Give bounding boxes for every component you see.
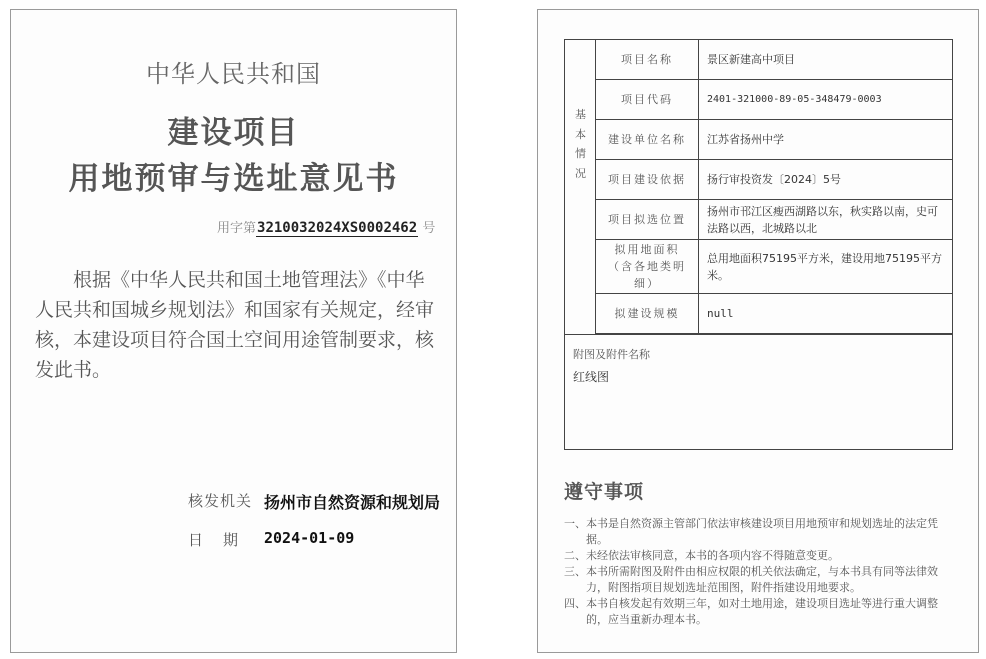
document-title-line2: 用地预审与选址意见书: [68, 161, 399, 197]
date-label: 日期: [188, 531, 259, 549]
list-item: 四、本书自核发起有效期三年，如对土地用途，建设项目选址等进行重大调整的，应当重新办理本书。: [564, 597, 938, 626]
notes-title: 遵守事项: [564, 481, 645, 503]
notes-list: [564, 516, 959, 628]
row-label: 项目建设依据: [596, 160, 699, 199]
country-name: 中华人民共和国: [146, 60, 321, 88]
table-row: [596, 200, 952, 240]
list-item: 三、本书所需附图及附件由相应权限的机关依法确定，与本书具有同等法律效力，附图指项目规划选址范围图，附件指建设用地要求。: [564, 565, 938, 594]
row-value: 2401-321000-89-05-348479-0003: [707, 94, 882, 105]
row-value: 扬州市邗江区瘦西湖路以东，秋实路以南，史可法路以西，北城路以北: [707, 204, 938, 235]
issuer-label: 核发机关: [188, 492, 253, 510]
row-value: 景区新建高中项目: [707, 53, 795, 66]
row-label: 拟用地面积（含各地类明细）: [596, 240, 699, 293]
side-char: 基本情况: [575, 108, 586, 180]
list-item: 一、本书是自然资源主管部门依法审核建设项目用地预审和规划选址的法定凭据。: [564, 517, 938, 546]
attachments-label: 附图及附件名称: [573, 348, 650, 361]
row-label: 建设单位名称: [596, 120, 699, 159]
row-value: 江苏省扬州中学: [707, 133, 784, 146]
row-value: 扬行审投资发〔2024〕5号: [707, 173, 841, 186]
row-label: 项目拟选位置: [596, 200, 699, 239]
list-item: 二、未经依法审核同意，本书的各项内容不得随意变更。: [564, 549, 839, 562]
certificate-number: 3210032024XS0002462: [257, 220, 418, 236]
basic-info-side-column: [565, 40, 596, 334]
certificate-body-text: 根据《中华人民共和国土地管理法》《中华人民共和国城乡规划法》和国家有关规定，经审核，本建设项目符合国土空间用途管制要求，核发此书。: [35, 269, 435, 381]
date-value: 2024-01-09: [264, 529, 355, 547]
row-label: 项目名称: [596, 40, 699, 79]
attachments-divider: [565, 334, 952, 335]
row-value: 总用地面积75195平方米，建设用地75195平方米。: [707, 251, 942, 282]
right-details-page: [537, 9, 979, 653]
table-row: [596, 240, 952, 294]
table-row: [596, 160, 952, 200]
certificate-number-line: [217, 217, 435, 236]
table-row: [596, 120, 952, 160]
row-label: 项目代码: [596, 80, 699, 119]
row-value: null: [707, 307, 734, 320]
table-row: [596, 80, 952, 120]
table-row: [596, 294, 952, 334]
cert-prefix: 用字第: [217, 221, 257, 236]
table-row: [596, 40, 952, 80]
left-certificate-page: [10, 9, 457, 653]
issuer-value: 扬州市自然资源和规划局: [264, 493, 441, 512]
cert-suffix: 号: [422, 221, 436, 236]
document-title-line1: 建设项目: [167, 115, 300, 151]
row-label: 拟建设规模: [596, 294, 699, 333]
attachments-value: 红线图: [573, 370, 610, 384]
basic-info-side-label: [565, 105, 596, 183]
basic-info-table: [564, 39, 953, 450]
